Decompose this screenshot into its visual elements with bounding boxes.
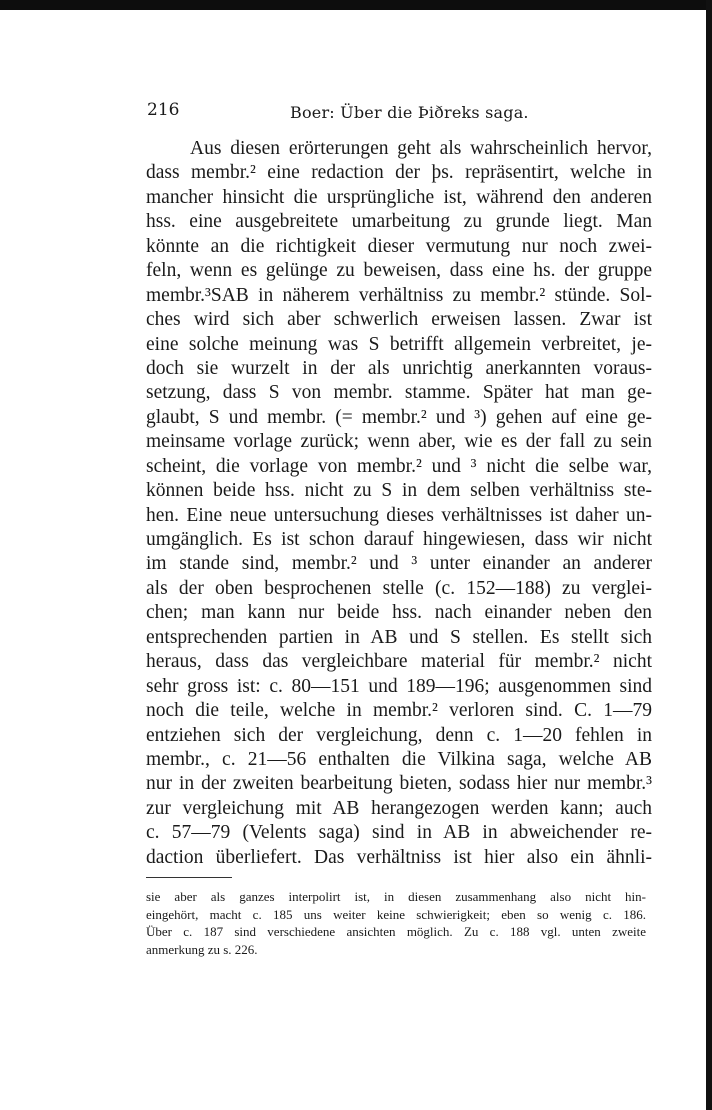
text-line: membr., c. 21—56 enthalten die Vilkina saga, welche AB bbox=[146, 748, 652, 770]
main-paragraph bbox=[146, 137, 652, 870]
text-line: doch sie wurzelt in der als unrichtig anerkannten voraus- bbox=[146, 357, 652, 379]
scan-right-border bbox=[706, 0, 712, 1110]
footnote-line: sie aber als ganzes interpolirt ist, in diesen zusammenhang also nicht hin- bbox=[146, 889, 646, 904]
running-head: Boer: Über die Þiðreks saga. bbox=[290, 103, 529, 122]
footnote-line: Über c. 187 sind verschiedene ansichten möglich. Zu c. 188 vgl. unten zweite bbox=[146, 924, 646, 940]
footnote-rule bbox=[146, 877, 232, 878]
text-line: heraus, dass das vergleichbare material für membr.² nicht bbox=[146, 651, 652, 673]
text-line: im stande sind, membr.² und ³ unter einander an anderer bbox=[146, 553, 652, 575]
footnote bbox=[146, 888, 646, 959]
text-line: dass membr.² eine redaction der þs. repräsentirt, welche in bbox=[146, 162, 652, 184]
text-line: meinsame vorlage zurück; wenn aber, wie es der fall zu sein bbox=[146, 431, 652, 453]
text-line: daction überliefert. Das verhältniss ist hier also ein ähnli- bbox=[146, 846, 652, 868]
text-line: hen. Eine neue untersuchung dieses verhältnisses ist daher un- bbox=[146, 504, 652, 526]
text-line: chen; man kann nur beide hss. nach einander neben den bbox=[146, 602, 652, 624]
text-line: c. 57—79 (Velents saga) sind in AB in abweichender re- bbox=[146, 822, 652, 844]
footnote-line: eingehört, macht c. 185 uns weiter keine schwierigkeit; eben so wenig c. 186. bbox=[146, 906, 646, 922]
text-line: entsprechenden partien in AB und S stellen. Es stellt sich bbox=[146, 626, 652, 648]
page-number: 216 bbox=[147, 100, 180, 120]
text-line: setzung, dass S von membr. stamme. Später hat man ge- bbox=[146, 382, 652, 404]
text-line: eine solche meinung was S betrifft allgemein verbreitet, je- bbox=[146, 333, 652, 355]
text-line: zur vergleichung mit AB herangezogen werden kann; auch bbox=[146, 797, 652, 819]
text-line: sehr gross ist: c. 80—151 und 189—196; ausgenommen sind bbox=[146, 675, 652, 697]
text-line: noch die teile, welche in membr.² verloren sind. C. 1—79 bbox=[146, 700, 652, 722]
text-line: membr.³SAB in näherem verhältniss zu membr.² stünde. Sol- bbox=[146, 284, 652, 306]
text-line: als der oben besprochenen stelle (c. 152—188) zu verglei- bbox=[146, 577, 652, 599]
text-line: hss. eine ausgebreitete umarbeitung zu grunde liegt. Man bbox=[146, 211, 652, 233]
text-line: ches wird sich aber schwerlich erweisen lassen. Zwar ist bbox=[146, 309, 652, 331]
text-line: umgänglich. Es ist schon darauf hingewiesen, dass wir nicht bbox=[146, 529, 652, 550]
footnote-line: anmerkung zu s. 226. bbox=[146, 942, 258, 958]
text-line: nur in der zweiten bearbeitung bieten, sodass hier nur membr.³ bbox=[146, 773, 652, 795]
text-line: können beide hss. nicht zu S in dem selben verhältniss ste- bbox=[146, 480, 652, 502]
text-line: glaubt, S und membr. (= membr.² und ³) gehen auf eine ge- bbox=[146, 406, 652, 428]
text-line: entziehen sich der vergleichung, denn c. 1—20 fehlen in bbox=[146, 724, 652, 746]
text-line: könnte an die richtigkeit dieser vermutung nur noch zwei- bbox=[146, 235, 652, 257]
text-line: mancher hinsicht die ursprüngliche ist, während den anderen bbox=[146, 186, 652, 208]
scan-top-border bbox=[0, 0, 712, 10]
text-line: Aus diesen erörterungen geht als wahrscheinlich hervor, bbox=[190, 138, 652, 159]
text-line: feln, wenn es gelünge zu beweisen, dass eine hs. der gruppe bbox=[146, 260, 652, 282]
text-line: scheint, die vorlage von membr.² und ³ nicht die selbe war, bbox=[146, 455, 652, 477]
